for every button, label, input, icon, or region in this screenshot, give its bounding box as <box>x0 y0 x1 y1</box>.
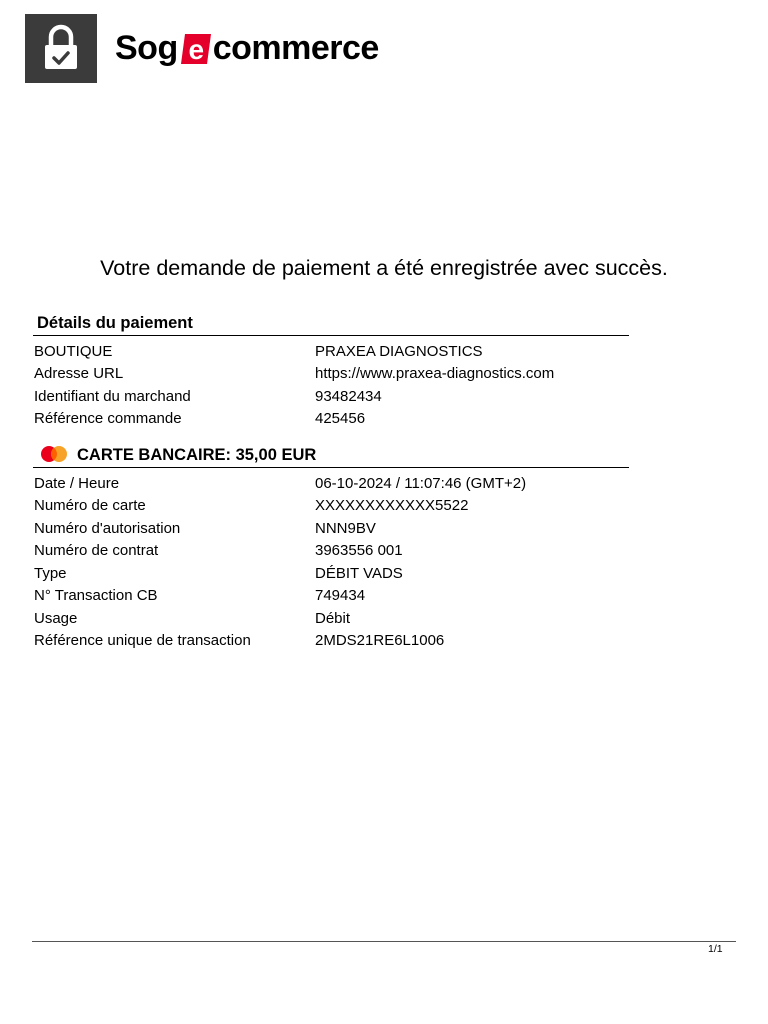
mastercard-icon <box>39 445 69 463</box>
detail-value: 93482434 <box>315 387 382 405</box>
detail-label: Type <box>34 564 67 582</box>
detail-row <box>33 607 629 630</box>
detail-row <box>33 363 629 386</box>
detail-label: Adresse URL <box>34 365 124 383</box>
detail-row <box>33 517 629 540</box>
detail-label: Usage <box>34 609 78 627</box>
detail-value: 425456 <box>315 410 366 428</box>
detail-row <box>33 585 629 608</box>
svg-text:e: e <box>188 34 204 65</box>
detail-value: https://www.praxea-diagnostics.com <box>315 365 555 383</box>
secure-lock-icon <box>25 14 97 83</box>
detail-value: Débit <box>315 609 351 627</box>
footer-divider <box>32 941 736 942</box>
card-section-header <box>33 445 629 468</box>
detail-row <box>33 495 629 518</box>
payment-details-rows <box>33 340 629 430</box>
detail-value: NNN9BV <box>315 519 376 537</box>
detail-label: Référence unique de transaction <box>34 632 251 650</box>
detail-row <box>33 472 629 495</box>
detail-row <box>33 562 629 585</box>
brand-suffix: commerce <box>212 28 379 67</box>
card-section <box>33 445 629 652</box>
detail-label: Numéro d'autorisation <box>34 519 181 537</box>
payment-details-section <box>33 313 629 430</box>
payment-details-title: Détails du paiement <box>33 313 629 336</box>
sogecommerce-logo <box>115 26 379 70</box>
page-number: 1/1 <box>708 943 723 955</box>
detail-row <box>33 630 629 653</box>
success-message: Votre demande de paiement a été enregistrée avec succès. <box>100 256 668 280</box>
detail-value: XXXXXXXXXXXX5522 <box>315 497 469 515</box>
brand-prefix: Sog <box>115 28 178 67</box>
detail-label: Date / Heure <box>34 474 120 492</box>
detail-label: BOUTIQUE <box>34 342 113 360</box>
detail-value: 3963556 001 <box>315 542 403 560</box>
detail-row <box>33 385 629 408</box>
detail-row <box>33 408 629 431</box>
detail-label: Identifiant du marchand <box>34 387 191 405</box>
detail-value: 06-10-2024 / 11:07:46 (GMT+2) <box>315 474 527 492</box>
detail-value: DÉBIT VADS <box>315 564 403 582</box>
card-details-rows <box>33 472 629 652</box>
detail-label: Numéro de carte <box>34 497 146 515</box>
detail-label: N° Transaction CB <box>34 587 158 605</box>
detail-value: 749434 <box>315 587 366 605</box>
detail-row <box>33 340 629 363</box>
detail-row <box>33 540 629 563</box>
detail-value: 2MDS21RE6L1006 <box>315 632 445 650</box>
e-badge-icon <box>180 32 212 66</box>
card-section-title: CARTE BANCAIRE: 35,00 EUR <box>77 446 317 464</box>
detail-label: Référence commande <box>34 410 182 428</box>
detail-label: Numéro de contrat <box>34 542 159 560</box>
detail-value: PRAXEA DIAGNOSTICS <box>315 342 483 360</box>
